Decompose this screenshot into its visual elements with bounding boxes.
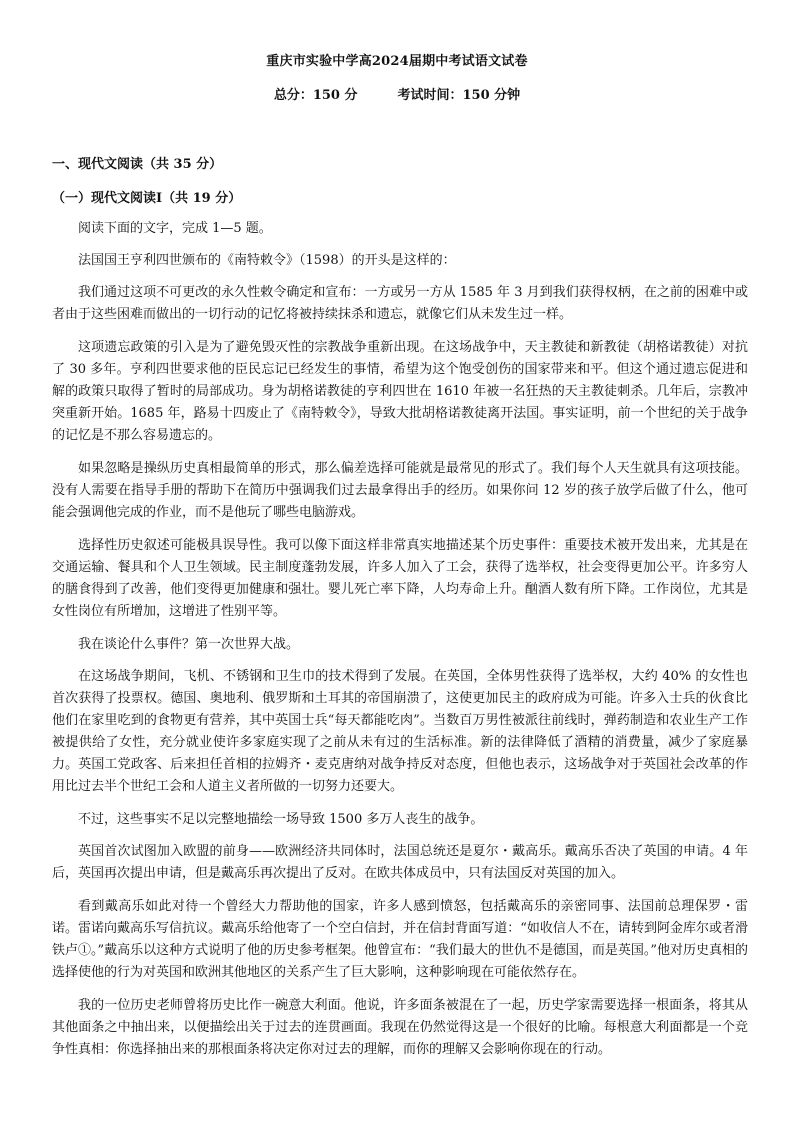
total-score: 总分：150 分 [273, 88, 358, 103]
reading-passage [52, 218, 748, 1072]
passage-paragraph: 选择性历史叙述可能极具误导性。我可以像下面这样非常真实地描述某个历史事件：重要技术被开发出来，尤其是在交通运输、餐具和个人卫生领域。民主制度蓬勃发展，许多人加入了工会，获得了选举权，社会变得更加公平。许多穷人的膳食得到了改善，他们变得更加健康和强壮。婴儿死亡率下降，人均寿命上升。酗酒人数有所下降。工作岗位，尤其是女性岗位有所增加，这增进了性别平等。 [52, 538, 748, 619]
exam-duration: 考试时间：150 分钟 [397, 88, 521, 103]
subsection-heading: （一）现代文阅读Ⅰ（共 19 分） [52, 191, 242, 206]
passage-paragraph: 不过，这些事实不足以完整地描绘一场导致 1500 多万人丧生的战争。 [78, 812, 484, 827]
exam-meta [0, 84, 794, 103]
passage-paragraph: 我在谈论什么事件？第一次世界大战。 [78, 637, 300, 652]
passage-paragraph: 在这场战争期间，飞机、不锈钢和卫生巾的技术得到了发展。在英国，全体男性获得了选举权，大约 40% 的女性也首次获得了投票权。德国、奥地利、俄罗斯和土耳其的帝国崩溃了，这使更加民主的政府成为可能。许多入士兵的伙食比他们在家里吃到的食物更有营养，其中英国士兵“每天都能吃肉”。当数百万男性被派往前线时，弹药制造和农业生产工作被提供给了女性，充分就业使许多家庭实现了之前从未有过的生活标准。新的法律降低了酒精的消费量，减少了家庭暴力。英国工党政客、后来担任首相的拉姆齐・麦克唐纳对战争持反对态度，但他也表示，这场战争对于英国社会改革的作用比过去半个世纪工会和人道主义者所做的一切努力还要大。 [52, 669, 748, 794]
passage-paragraph: 英国首次试图加入欧盟的前身——欧洲经济共同体时，法国总统还是夏尔・戴高乐。戴高乐否决了英国的申请。4 年后，英国再次提出申请，但是戴高乐再次提出了反对。在欧共体成员中，只有法国反对英国的加入。 [52, 844, 748, 881]
passage-paragraph: 我们通过这项不可更改的永久性敕令确定和宣布：一方或另一方从 1585 年 3 月到我们获得权柄，在之前的困难中或者由于这些困难而做出的一切行动的记忆将被持续抹杀和遗忘，就像它们从未发生过一样。 [52, 285, 748, 322]
passage-paragraph: 我的一位历史老师曾将历史比作一碗意大利面。他说，许多面条被混在了一起，历史学家需要选择一根面条，将其从其他面条之中抽出来，以便描绘出关于过去的连贯画面。我现在仍然觉得这是一个很好的比喻。每根意大利面都是一个竞争性真相：你选择抽出来的那根面条将决定你对过去的理解，而你的理解又会影响你现在的行动。 [52, 998, 748, 1057]
passage-paragraph: 如果忽略是操纵历史真相最简单的形式，那么偏差选择可能就是最常见的形式了。我们每个人天生就具有这项技能。没有人需要在指导手册的帮助下在简历中强调我们过去最拿得出手的经历。如果你问 12 岁的孩子放学后做了什么，他可能会强调他完成的作业，而不是他玩了哪些电脑游戏。 [52, 461, 748, 520]
passage-paragraph: 这项遗忘政策的引入是为了避免毁灭性的宗教战争重新出现。在这场战争中，天主教徒和新教徒（胡格诺教徒）对抗了 30 多年。亨利四世要求他的臣民忘记已经发生的事情，希望为这个饱受创伤的国家带来和平。但这个通过遗忘促进和解的政策只取得了暂时的局部成功。身为胡格诺教徒的亨利四世在 1610 年被一名狂热的天主教徒刺杀。几年后，宗教冲突重新开始。1685 年，路易十四废止了《南特敕令》，导致大批胡格诺教徒离开法国。事实证明，前一个世纪的关于战争的记忆是不那么容易遗忘的。 [52, 340, 748, 443]
section-heading: 一、现代文阅读（共 35 分） [52, 157, 223, 172]
exam-title: 重庆市实验中学高2024届期中考试语文试卷 [266, 54, 528, 69]
passage-paragraph: 法国国王亨利四世颁布的《南特敕令》（1598）的开头是这样的： [78, 253, 456, 268]
passage-paragraph: 看到戴高乐如此对待一个曾经大力帮助他的国家，许多人感到愤怒，包括戴高乐的亲密同事、法国前总理保罗・雷诺。雷诺向戴高乐写信抗议。戴高乐给他寄了一个空白信封，并在信封背面写道：“如收信人不在，请转到阿金库尔或者滑铁卢①。”戴高乐以这种方式说明了他的历史参考框架。他曾宣布：“我们最大的世仇不是德国，而是英国。”他对历史真相的选择使他的行为对英国和欧洲其他地区的关系产生了巨大影响，这种影响现在可能依然存在。 [52, 899, 748, 980]
instruction-paragraph: 阅读下面的文字，完成 1—5 题。 [78, 221, 272, 236]
